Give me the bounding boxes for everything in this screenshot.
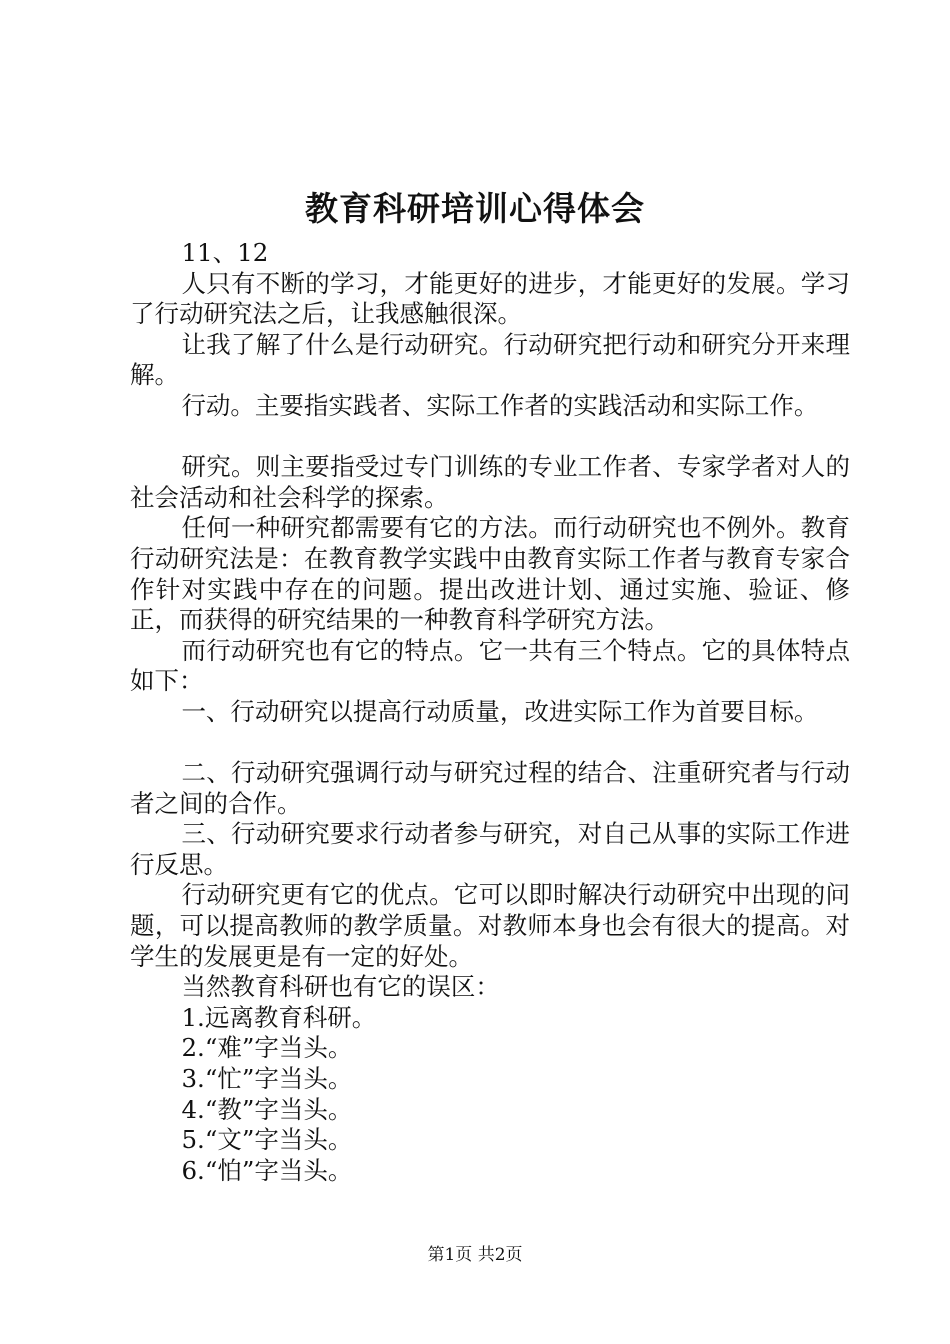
list-item: 6.“怕”字当头。: [181, 1155, 353, 1185]
list-item: 3.“忙”字当头。: [181, 1064, 353, 1094]
page-footer: 第1页 共2页: [427, 1245, 523, 1265]
paragraph-7: 一、行动研究以提高行动质量，改进实际工作为首要目标。: [181, 696, 819, 726]
list-item: 1.远离教育科研。: [181, 1002, 377, 1032]
paragraph-2: 让我了解了什么是行动研究。行动研究把行动和研究分开来理解。: [130, 329, 850, 390]
paragraph-3: 行动。主要指实践者、实际工作者的实践活动和实际工作。: [181, 390, 819, 420]
paragraph-10: 行动研究更有它的优点。它可以即时解决行动研究中出现的问题，可以提高教师的教学质量。对教师本身也会有很大的提高。对学生的发展更是有一定的好处。: [130, 880, 850, 971]
list-item: 5.“文”字当头。: [181, 1125, 353, 1155]
paragraph-1: 人只有不断的学习，才能更好的进步，才能更好的发展。学习了行动研究法之后，让我感触很深。: [130, 268, 850, 329]
list-item: 2.“难”字当头。: [181, 1033, 353, 1063]
document-body: [130, 238, 850, 1186]
paragraph-8: 二、行动研究强调行动与研究过程的结合、注重研究者与行动者之间的合作。: [130, 758, 850, 818]
paragraph-11: 当然教育科研也有它的误区：: [181, 972, 500, 1002]
date-line: 11、12: [181, 238, 269, 267]
paragraph-9: 三、行动研究要求行动者参与研究，对自己从事的实际工作进行反思。: [130, 819, 850, 879]
paragraph-5: 任何一种研究都需要有它的方法。而行动研究也不例外。教育行动研究法是：在教育教学实践中由教育实际工作者与教育专家合作针对实践中存在的问题。提出改进计划、通过实施、验证、修正，而获得的研究结果的一种教育科学研究方法。: [130, 513, 850, 635]
paragraph-4: 研究。则主要指受过专门训练的专业工作者、专家学者对人的社会活动和社会科学的探索。: [130, 452, 850, 512]
list-item: 4.“教”字当头。: [181, 1094, 353, 1124]
paragraph-6: 而行动研究也有它的特点。它一共有三个特点。它的具体特点如下：: [130, 635, 850, 696]
pitfall-list: [130, 1003, 850, 1187]
document-title: 教育科研培训心得体会: [305, 189, 645, 228]
